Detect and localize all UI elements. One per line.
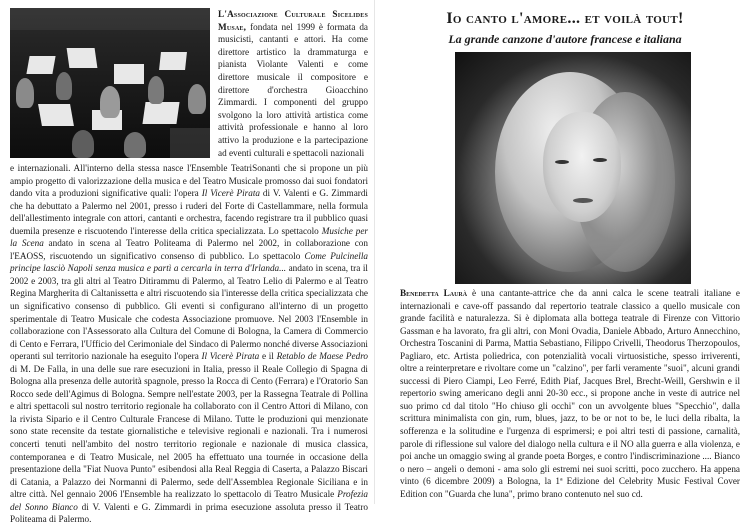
history-text: andato in scena al Teatro Politeama di Palermo nel 2002, in collaborazione con l'EAOSS, riscuotendo un significativo consenso di pubblico. Lo spettacolo bbox=[10, 238, 368, 261]
history-text: e il bbox=[259, 351, 277, 362]
history-text: andato in scena, tra il 2002 e 2003, tra gli altri al Teatro Ditirammu di Palermo, al Teatro Lelio di Palermo e al Teatro Regina Margherita di Caltanissetta e altri riscuotendo sia l'interesse della critica specializzata che un significativo consenso di pubblico. Gli eventi si configurano all'interno di un progetto sperimentale di Teatro Musicale che codesta Associazione promuove. Nel 2003 l'Ensemble in collaborazione con l'Assessorato alla Cultura del Comune di Bologna, la Camera di Commercio di Cento e Ferrara, l'Ufficio del Cerimoniale del Sindaco di Palermo nonché diverse Associazioni operanti sul territorio nazionale ha eseguito l'opera bbox=[10, 263, 368, 362]
concert-title: Io canto l'amore... et voilà tout! bbox=[446, 10, 684, 27]
work-title: Profezia del Sonno Bianco bbox=[10, 489, 368, 512]
work-title: Retablo de Maese Pedro bbox=[276, 351, 369, 362]
association-history bbox=[10, 162, 368, 526]
intro-text: fondata nel 1999 è formata da musicisti, cantanti e attori. Ha come direttore artistico la drammaturga e pianista Violante Valenti e come direttore musicale il compositore e direttore d'orchestra Gioacchino Zimmardi. I componenti del gruppo svolgono la loro attività artistica come attività professionale e hanno al loro attivo la produzione e la partecipazione ad eventi culturali e spettacoli nazionali bbox=[218, 21, 368, 158]
work-title: Musiche per la Scena bbox=[10, 225, 368, 249]
history-text: di M. De Falla, in una delle sue rare esecuzioni in Italia, presso il Reale Collegio di Spagna di Bologna alla presenza delle autorità spagnole, presso la Rocca di Cento (Ferrara) e l'Oratorio San Rocco sede dell'Agimus di Bologna. Sempre nell'estate 2003, per la Rassegna Teatrale di Pollina e altri spettacoli sul nostro territorio regionale ha collaborato con il Centro Attori di Milano, con la rivista Sipario e il Centro Culturale Francese di Milano. Tutte le produzioni qui menzionate sono state recensite da testate giornalistiche e televisive regionali e nazionali. Tra i numerosi concerti tenuti nell'ambito del nostro territorio regionale e nazionale di musica classica, contemporanea e di Teatro Musicale, nel 2005 ha effettuato una tournée in occasione della presentazione della "Fiat Nuova Punto" esibendosi alla Real Reggia di Caserta, a Palazzo Biscari di Catania, a Palazzo dei Normanni di Palermo, sede dell'Assemblea Regionale Siciliana e in altre città. Nel gennaio 2006 l'Ensemble ha realizzato lo spettacolo di Teatro Musicale bbox=[10, 363, 368, 500]
bio-text: è una cantante-attrice che da anni calca le scene teatrali italiane e internazionali e cave-off passando dal repertorio teatrale classico a quello musicale con grande facilità e naturalezza. Si è diplomata alla bottega teatrale di Firenze con Vittorio Gassman e ha lavorato, fra gli altri, con Moni Ovadia, Daniele Abbado, Arturo Annecchino, Orchestra Toscanini di Parma, Mattia Sebastiano, Filippo Crivelli, Theodorus Therzopoulos, Pagliaro, etc. Artista poliedrica, con potenzialità vocali virtuosistiche, spesso irriverenti, oltre a reinterpretare e rivoltare come un "calzino", per farli veramente "suoi", alcuni grandi successi di Piero Ciampi, Leo Ferré, Edith Piaf, Jacques Brel, Brecht-Weill, Gershwin e il repertorio swing americano degli anni 20-30 ecc., si propone anche in veste di autrice nel suo primo cd dal titolo "Ho chiuso gli occhi" con un avvolgente blues "Specchio", dalla scrittura minimalista con gin, rum, blues, jazz, to be or not to be, le luci della ribalta, la sofferenza e la solitudine e l'urgenza di esprimersi; e poi altri testi di passione, carnalità, parole di riflessione sul valore del dialogo nella cultura e il NO alla guerra e alla violenza, e poi anche un omaggio swing al grande poeta Borges, e contro l'indiscriminazione .... Bianco o nero – angeli o demoni - ama solo gli estremi nei suoi scritti, poco zucchero. Ha appena vinto (6 dicembre 2009) a Bologna, la 1ª Edizione del Celebrity Music Festival Cover Edition con "Guarda che luna", primo brano contenuto nel suo cd. bbox=[400, 288, 740, 499]
singer-name: Benedetta Laurà bbox=[400, 288, 468, 298]
history-text: e internazionali. All'interno della stessa nasce l'Ensemble TeatriSonanti che si propone un più ampio progetto di valorizzazione della musica e del Teatro Musicale promosso dai suoi fondatori dando vita a produzioni significative quali: l'opera bbox=[10, 163, 368, 199]
portrait-face bbox=[543, 112, 621, 222]
history-text: di V. Valenti e G. Zimmardi che ha debuttato a Palermo nel 2001, presso i ruderi del Forte di Castellammare, nella formula dell'allestimento integrale con attori, cantanti e orchestra, facendo registrare tra il pubblico quasi duemila presenze e riscuotendo l'interesse della critica specializzata. Lo spettacolo bbox=[10, 188, 368, 236]
singer-bio bbox=[400, 287, 740, 500]
singer-portrait bbox=[455, 52, 691, 284]
association-intro bbox=[218, 8, 368, 159]
orchestra-photo bbox=[10, 8, 210, 158]
history-text: di V. Valenti e G. Zimmardi in prima esecuzione assoluta presso il Teatro Politeama di Palermo. bbox=[10, 501, 369, 525]
work-title: Il Vicerè Pirata bbox=[201, 351, 260, 362]
work-title: Il Vicerè Pirata bbox=[201, 188, 260, 199]
concert-subtitle: La grande canzone d'autore francese e italiana bbox=[448, 32, 682, 46]
work-title: Come Pulcinella principe lasciò Napoli senza musica e partì a cercarla in terra d'Irlanda... bbox=[10, 250, 368, 274]
association-name: L'Associazione Culturale Sicelides Musae, bbox=[218, 9, 368, 32]
